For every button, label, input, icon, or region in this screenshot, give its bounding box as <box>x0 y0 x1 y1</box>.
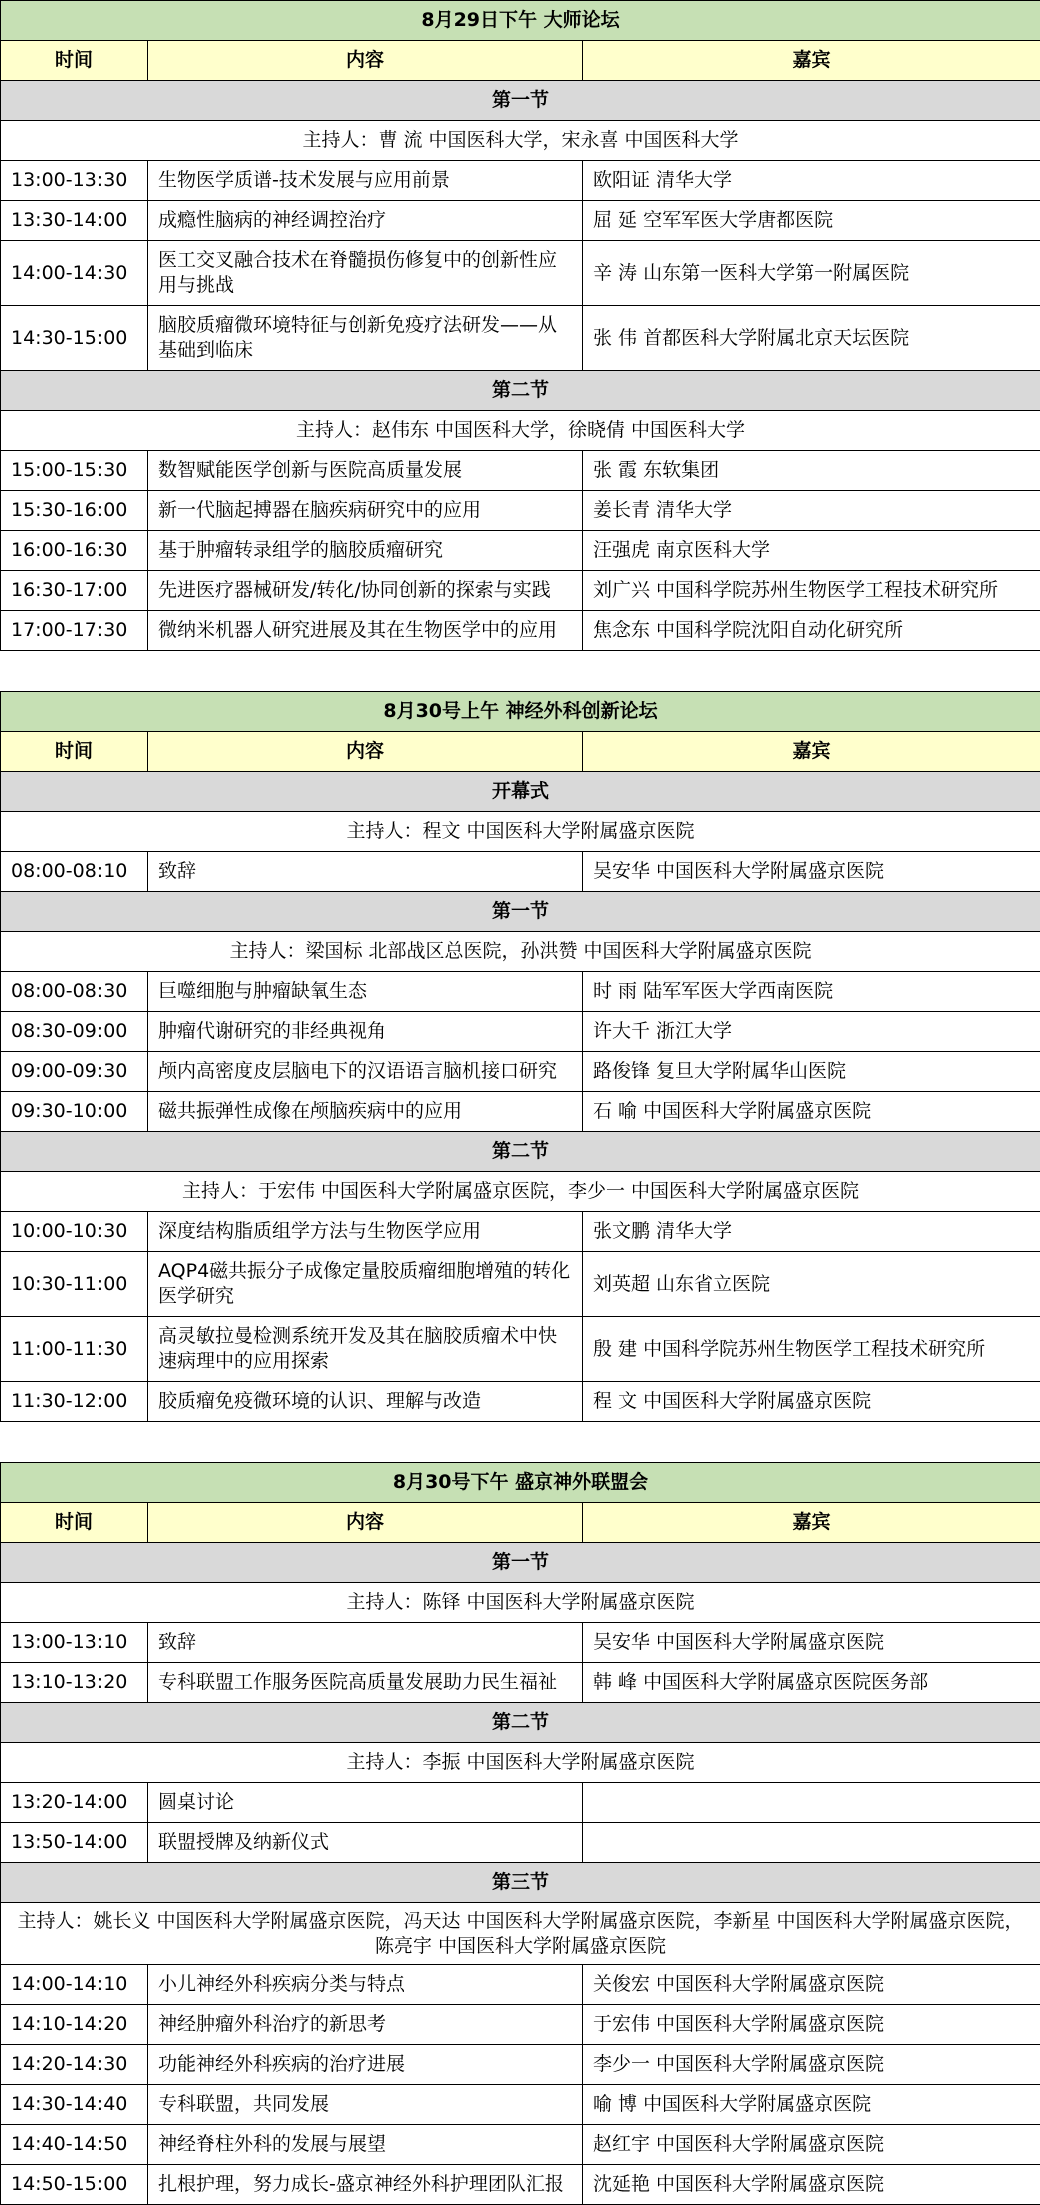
guest-cell: 关俊宏 中国医科大学附属盛京医院 <box>583 1965 1040 2005</box>
time-cell: 13:00-13:30 <box>1 161 148 201</box>
column-header-time: 时间 <box>1 1503 148 1543</box>
table-row <box>1 1965 1040 2005</box>
hdr-row <box>1 1503 1040 1543</box>
section-name: 第二节 <box>1 371 1040 411</box>
topic-cell: 神经脊柱外科的发展与展望 <box>148 2125 583 2165</box>
guest-cell: 李少一 中国医科大学附属盛京医院 <box>583 2045 1040 2085</box>
guest-cell: 时 雨 陆军军医大学西南医院 <box>583 972 1040 1012</box>
topic-cell: 数智赋能医学创新与医院高质量发展 <box>148 451 583 491</box>
topic-cell: 致辞 <box>148 1623 583 1663</box>
table-row <box>1 1783 1040 1823</box>
topic-cell: 胶质瘤免疫微环境的认识、理解与改造 <box>148 1382 583 1422</box>
table-row <box>1 1212 1040 1252</box>
title-row <box>1 1463 1040 1503</box>
hdr-row <box>1 732 1040 772</box>
time-cell: 15:00-15:30 <box>1 451 148 491</box>
guest-cell: 汪强虎 南京医科大学 <box>583 531 1040 571</box>
time-cell: 14:30-15:00 <box>1 306 148 371</box>
topic-cell: 生物医学质谱-技术发展与应用前景 <box>148 161 583 201</box>
time-cell: 10:00-10:30 <box>1 1212 148 1252</box>
section-host: 主持人：姚长义 中国医科大学附属盛京医院，冯天达 中国医科大学附属盛京医院，李新星 中国医科大学附属盛京医院，陈亮宇 中国医科大学附属盛京医院 <box>1 1903 1040 1965</box>
topic-cell: 扎根护理，努力成长-盛京神经外科护理团队汇报 <box>148 2165 583 2205</box>
section-name: 第一节 <box>1 892 1040 932</box>
table-row <box>1 201 1040 241</box>
table-row <box>1 491 1040 531</box>
time-cell: 09:00-09:30 <box>1 1052 148 1092</box>
guest-cell: 韩 峰 中国医科大学附属盛京医院医务部 <box>583 1663 1040 1703</box>
table-row <box>1 1623 1040 1663</box>
topic-cell: 颅内高密度皮层脑电下的汉语语言脑机接口研究 <box>148 1052 583 1092</box>
topic-cell: 医工交叉融合技术在脊髓损伤修复中的创新性应用与挑战 <box>148 241 583 306</box>
column-header-content: 内容 <box>148 41 583 81</box>
section-name: 第二节 <box>1 1132 1040 1172</box>
title-row <box>1 692 1040 732</box>
guest-cell <box>583 1783 1040 1823</box>
block-spacer <box>0 651 1040 691</box>
sec-row <box>1 892 1040 932</box>
topic-cell: 脑胶质瘤微环境特征与创新免疫疗法研发——从基础到临床 <box>148 306 583 371</box>
section-host: 主持人：陈铎 中国医科大学附属盛京医院 <box>1 1583 1040 1623</box>
guest-cell: 张 伟 首都医科大学附属北京天坛医院 <box>583 306 1040 371</box>
table-row <box>1 241 1040 306</box>
table-row <box>1 161 1040 201</box>
sec-row <box>1 1543 1040 1583</box>
guest-cell: 路俊锋 复旦大学附属华山医院 <box>583 1052 1040 1092</box>
table-row <box>1 1823 1040 1863</box>
guest-cell: 屈 延 空军军医大学唐都医院 <box>583 201 1040 241</box>
time-cell: 10:30-11:00 <box>1 1252 148 1317</box>
host-row <box>1 1743 1040 1783</box>
table-row <box>1 1012 1040 1052</box>
topic-cell: 圆桌讨论 <box>148 1783 583 1823</box>
table-row <box>1 2085 1040 2125</box>
guest-cell: 于宏伟 中国医科大学附属盛京医院 <box>583 2005 1040 2045</box>
table-row <box>1 531 1040 571</box>
topic-cell: 基于肿瘤转录组学的脑胶质瘤研究 <box>148 531 583 571</box>
table-row <box>1 1092 1040 1132</box>
topic-cell: 功能神经外科疾病的治疗进展 <box>148 2045 583 2085</box>
table-row <box>1 1317 1040 1382</box>
guest-cell: 欧阳证 清华大学 <box>583 161 1040 201</box>
section-name: 第一节 <box>1 1543 1040 1583</box>
table-row <box>1 1252 1040 1317</box>
guest-cell <box>583 1823 1040 1863</box>
guest-cell: 姜长青 清华大学 <box>583 491 1040 531</box>
host-row <box>1 411 1040 451</box>
time-cell: 09:30-10:00 <box>1 1092 148 1132</box>
section-host: 主持人：程文 中国医科大学附属盛京医院 <box>1 812 1040 852</box>
topic-cell: 新一代脑起搏器在脑疾病研究中的应用 <box>148 491 583 531</box>
topic-cell: 神经肿瘤外科治疗的新思考 <box>148 2005 583 2045</box>
guest-cell: 殷 建 中国科学院苏州生物医学工程技术研究所 <box>583 1317 1040 1382</box>
title-row <box>1 1 1040 41</box>
column-header-guest: 嘉宾 <box>583 41 1040 81</box>
sec-row <box>1 1863 1040 1903</box>
column-header-guest: 嘉宾 <box>583 1503 1040 1543</box>
time-cell: 08:30-09:00 <box>1 1012 148 1052</box>
guest-cell: 吴安华 中国医科大学附属盛京医院 <box>583 852 1040 892</box>
topic-cell: 专科联盟，共同发展 <box>148 2085 583 2125</box>
column-header-content: 内容 <box>148 732 583 772</box>
guest-cell: 许大千 浙江大学 <box>583 1012 1040 1052</box>
table-row <box>1 451 1040 491</box>
table-row <box>1 2125 1040 2165</box>
hdr-row <box>1 41 1040 81</box>
guest-cell: 辛 涛 山东第一医科大学第一附属医院 <box>583 241 1040 306</box>
guest-cell: 张文鹏 清华大学 <box>583 1212 1040 1252</box>
guest-cell: 沈延艳 中国医科大学附属盛京医院 <box>583 2165 1040 2205</box>
host-row <box>1 932 1040 972</box>
block-spacer <box>0 1422 1040 1462</box>
schedule-table <box>0 0 1040 651</box>
time-cell: 14:40-14:50 <box>1 2125 148 2165</box>
host-row <box>1 1583 1040 1623</box>
guest-cell: 赵红宇 中国医科大学附属盛京医院 <box>583 2125 1040 2165</box>
guest-cell: 刘广兴 中国科学院苏州生物医学工程技术研究所 <box>583 571 1040 611</box>
time-cell: 15:30-16:00 <box>1 491 148 531</box>
section-host: 主持人：赵伟东 中国医科大学，徐晓倩 中国医科大学 <box>1 411 1040 451</box>
time-cell: 14:00-14:30 <box>1 241 148 306</box>
guest-cell: 吴安华 中国医科大学附属盛京医院 <box>583 1623 1040 1663</box>
section-host: 主持人：梁国标 北部战区总医院，孙洪赞 中国医科大学附属盛京医院 <box>1 932 1040 972</box>
column-header-guest: 嘉宾 <box>583 732 1040 772</box>
time-cell: 14:00-14:10 <box>1 1965 148 2005</box>
time-cell: 16:30-17:00 <box>1 571 148 611</box>
host-row <box>1 812 1040 852</box>
time-cell: 17:00-17:30 <box>1 611 148 651</box>
time-cell: 13:30-14:00 <box>1 201 148 241</box>
table-row <box>1 2005 1040 2045</box>
topic-cell: 成瘾性脑病的神经调控治疗 <box>148 201 583 241</box>
section-name: 第一节 <box>1 81 1040 121</box>
section-host: 主持人：曹 流 中国医科大学，宋永喜 中国医科大学 <box>1 121 1040 161</box>
topic-cell: 肿瘤代谢研究的非经典视角 <box>148 1012 583 1052</box>
section-host: 主持人：李振 中国医科大学附属盛京医院 <box>1 1743 1040 1783</box>
time-cell: 13:50-14:00 <box>1 1823 148 1863</box>
topic-cell: 联盟授牌及纳新仪式 <box>148 1823 583 1863</box>
topic-cell: 高灵敏拉曼检测系统开发及其在脑胶质瘤术中快速病理中的应用探索 <box>148 1317 583 1382</box>
section-name: 第二节 <box>1 1703 1040 1743</box>
time-cell: 08:00-08:10 <box>1 852 148 892</box>
session-title: 8月30号上午 神经外科创新论坛 <box>1 692 1040 732</box>
column-header-content: 内容 <box>148 1503 583 1543</box>
guest-cell: 刘英超 山东省立医院 <box>583 1252 1040 1317</box>
guest-cell: 程 文 中国医科大学附属盛京医院 <box>583 1382 1040 1422</box>
host-row <box>1 1172 1040 1212</box>
section-host: 主持人：于宏伟 中国医科大学附属盛京医院，李少一 中国医科大学附属盛京医院 <box>1 1172 1040 1212</box>
topic-cell: 小儿神经外科疾病分类与特点 <box>148 1965 583 2005</box>
guest-cell: 喻 博 中国医科大学附属盛京医院 <box>583 2085 1040 2125</box>
session-title: 8月30号下午 盛京神外联盟会 <box>1 1463 1040 1503</box>
table-row <box>1 2045 1040 2085</box>
time-cell: 14:20-14:30 <box>1 2045 148 2085</box>
table-row <box>1 972 1040 1012</box>
time-cell: 14:50-15:00 <box>1 2165 148 2205</box>
table-row <box>1 1382 1040 1422</box>
table-row <box>1 852 1040 892</box>
time-cell: 11:30-12:00 <box>1 1382 148 1422</box>
topic-cell: 专科联盟工作服务医院高质量发展助力民生福祉 <box>148 1663 583 1703</box>
sec-row <box>1 772 1040 812</box>
section-name: 开幕式 <box>1 772 1040 812</box>
schedule-table <box>0 1462 1040 2205</box>
host-row <box>1 121 1040 161</box>
sec-row <box>1 1703 1040 1743</box>
topic-cell: 巨噬细胞与肿瘤缺氧生态 <box>148 972 583 1012</box>
host-row <box>1 1903 1040 1965</box>
time-cell: 08:00-08:30 <box>1 972 148 1012</box>
session-title: 8月29日下午 大师论坛 <box>1 1 1040 41</box>
time-cell: 14:10-14:20 <box>1 2005 148 2045</box>
topic-cell: 微纳米机器人研究进展及其在生物医学中的应用 <box>148 611 583 651</box>
time-cell: 14:30-14:40 <box>1 2085 148 2125</box>
time-cell: 13:20-14:00 <box>1 1783 148 1823</box>
sec-row <box>1 371 1040 411</box>
schedule-table <box>0 691 1040 1422</box>
topic-cell: 深度结构脂质组学方法与生物医学应用 <box>148 1212 583 1252</box>
sec-row <box>1 81 1040 121</box>
time-cell: 16:00-16:30 <box>1 531 148 571</box>
topic-cell: AQP4磁共振分子成像定量胶质瘤细胞增殖的转化医学研究 <box>148 1252 583 1317</box>
section-name: 第三节 <box>1 1863 1040 1903</box>
guest-cell: 张 霞 东软集团 <box>583 451 1040 491</box>
column-header-time: 时间 <box>1 41 148 81</box>
time-cell: 13:00-13:10 <box>1 1623 148 1663</box>
topic-cell: 磁共振弹性成像在颅脑疾病中的应用 <box>148 1092 583 1132</box>
table-row <box>1 1663 1040 1703</box>
table-row <box>1 2165 1040 2205</box>
time-cell: 13:10-13:20 <box>1 1663 148 1703</box>
time-cell: 11:00-11:30 <box>1 1317 148 1382</box>
table-row <box>1 1052 1040 1092</box>
column-header-time: 时间 <box>1 732 148 772</box>
topic-cell: 致辞 <box>148 852 583 892</box>
sec-row <box>1 1132 1040 1172</box>
topic-cell: 先进医疗器械研发/转化/协同创新的探索与实践 <box>148 571 583 611</box>
table-row <box>1 571 1040 611</box>
guest-cell: 焦念东 中国科学院沈阳自动化研究所 <box>583 611 1040 651</box>
guest-cell: 石 喻 中国医科大学附属盛京医院 <box>583 1092 1040 1132</box>
table-row <box>1 611 1040 651</box>
table-row <box>1 306 1040 371</box>
